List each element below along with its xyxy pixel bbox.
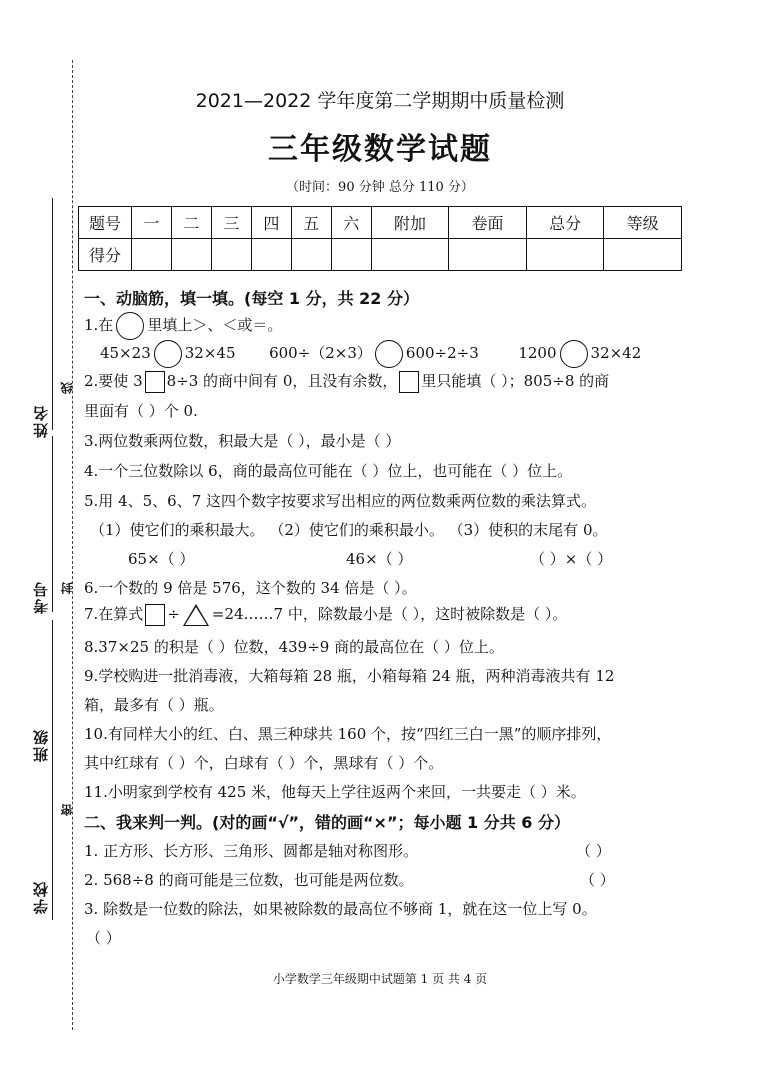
expression: 1200 [518, 344, 557, 362]
question-9-cont: 箱，最多有（ ）瓶。 [84, 696, 224, 714]
expression: 32×45 [184, 344, 236, 362]
question-9: 9.学校购进一批消毒液，大箱每箱 28 瓶，小箱每箱 24 瓶，两种消毒液共有 12 [84, 667, 615, 685]
score-input-cell[interactable] [251, 239, 291, 271]
question-text: 2.要使 3 [84, 372, 143, 390]
table-cell: 三 [211, 207, 251, 239]
judge-2-blank[interactable]: （ ） [580, 871, 615, 889]
score-table-score-row [79, 239, 682, 271]
question-5: 5.用 4、5、6、7 这四个数字按要求写出相应的两位数乘两位数的乘法算式。 [84, 492, 597, 510]
seal-seal-char: 封 [60, 582, 74, 594]
exam-no-underline [52, 436, 53, 612]
section2-heading: 二、我来判一判。(对的画“√”，错的画“×”；每小题 1 分共 6 分） [84, 813, 571, 832]
circle-blank[interactable] [560, 340, 588, 368]
question-text: 里只能填（ ）；805÷8 的商 [421, 372, 610, 390]
school-label: 学校 [32, 880, 50, 914]
score-input-cell[interactable] [171, 239, 211, 271]
question-2-cont: 里面有（ ）个 0. [84, 402, 198, 420]
expression: 45×23 [100, 344, 151, 362]
question-text: 里填上＞、＜或＝。 [147, 316, 283, 334]
score-input-cell[interactable] [526, 239, 604, 271]
exam-no-label: 考号 [32, 580, 50, 614]
score-input-cell[interactable] [604, 239, 682, 271]
expression: 600÷2÷3 [405, 344, 479, 362]
question-10: 10.有同样大小的红、白、黑三种球共 160 个，按“四红三白一黑”的顺序排列， [84, 725, 612, 743]
question-5-answer-b: 46×（ ） [346, 550, 413, 568]
name-label: 姓名 [32, 404, 50, 438]
score-input-cell[interactable] [291, 239, 331, 271]
score-input-cell[interactable] [371, 239, 449, 271]
table-cell: 五 [291, 207, 331, 239]
score-table [78, 206, 682, 271]
question-10-cont: 其中红球有（ ）个，白球有（ ）个，黑球有（ ）个。 [84, 754, 444, 772]
score-input-cell[interactable] [449, 239, 527, 271]
triangle-blank[interactable] [183, 604, 209, 626]
school-underline [52, 770, 53, 920]
exam-title: 2021—2022 学年度第二学期期中质量检测 [195, 90, 565, 112]
table-cell: 得分 [79, 239, 132, 271]
question-1 [84, 312, 282, 340]
question-6: 6.一个数的 9 倍是 576，这个数的 34 倍是（ ）。 [84, 579, 417, 597]
score-table-header-row [79, 207, 682, 239]
question-5-answer-c: （ ）×（ ） [530, 550, 613, 568]
page-footer: 小学数学三年级期中试题第 1 页 共 4 页 [272, 972, 488, 986]
circle-blank[interactable] [375, 340, 403, 368]
circle-blank[interactable] [154, 340, 182, 368]
expression: 32×42 [590, 344, 642, 362]
name-underline [52, 198, 53, 430]
table-cell: 二 [171, 207, 211, 239]
exam-subject: 三年级数学试题 [268, 132, 492, 167]
table-cell: 四 [251, 207, 291, 239]
table-cell: 总分 [526, 207, 604, 239]
square-blank[interactable] [399, 371, 419, 393]
question-text: =24……7 中，除数最小是（ ），这时被除数是（ ）。 [211, 605, 568, 623]
question-8: 8.37×25 的积是（ ）位数，439÷9 商的最高位在（ ）位上。 [84, 638, 504, 656]
question-4: 4.一个三位数除以 6，商的最高位可能在（ ）位上，也可能在（ ）位上。 [84, 462, 573, 480]
square-blank[interactable] [145, 604, 165, 626]
seal-close-char: 密 [60, 804, 74, 816]
section1-heading: 一、动脑筋，填一填。(每空 1 分，共 22 分） [84, 289, 419, 308]
question-1-items [100, 340, 641, 368]
binding-dashed-line [72, 60, 73, 1030]
expression: 600÷（2×3） [269, 344, 372, 362]
question-5-sub: （1）使它们的乘积最大。 （2）使它们的乘积最小。 （3）使积的末尾有 0。 [90, 521, 608, 539]
judge-3-blank[interactable]: （ ） [86, 929, 121, 947]
table-cell: 等级 [604, 207, 682, 239]
judge-1-blank[interactable]: （ ） [576, 842, 611, 860]
judge-1: 1. 正方形、长方形、三角形、圆都是轴对称图形。 [84, 842, 419, 860]
table-cell: 卷面 [449, 207, 527, 239]
question-text: ÷ [167, 605, 180, 623]
question-text: 7.在算式 [84, 605, 144, 623]
table-cell: 一 [132, 207, 172, 239]
score-input-cell[interactable] [331, 239, 371, 271]
score-input-cell[interactable] [132, 239, 172, 271]
seal-line-char: 线 [60, 382, 74, 394]
judge-2: 2. 568÷8 的商可能是三位数，也可能是两位数。 [84, 871, 414, 889]
class-label: 班级 [32, 728, 50, 762]
question-5-answer-a: 65×（ ） [128, 550, 195, 568]
question-text: 1.在 [84, 316, 114, 334]
table-cell: 六 [331, 207, 371, 239]
question-7 [84, 603, 567, 626]
judge-3: 3. 除数是一位数的除法，如果被除数的最高位不够商 1，就在这一位上写 0。 [84, 900, 597, 918]
class-underline [52, 620, 53, 770]
exam-subtitle: （时间：90 分钟 总分 110 分） [286, 180, 474, 195]
question-3: 3.两位数乘两位数，积最大是（ ），最小是（ ） [84, 432, 401, 450]
question-text: 8÷3 的商中间有 0，且没有余数， [166, 372, 398, 390]
table-cell: 题号 [79, 207, 132, 239]
question-11: 11.小明家到学校有 425 米，他每天上学往返两个来回，一共要走（ ）米。 [84, 783, 586, 801]
circle-blank[interactable] [116, 312, 144, 340]
score-input-cell[interactable] [211, 239, 251, 271]
table-cell: 附加 [371, 207, 449, 239]
question-2 [84, 370, 609, 393]
square-blank[interactable] [145, 371, 165, 393]
